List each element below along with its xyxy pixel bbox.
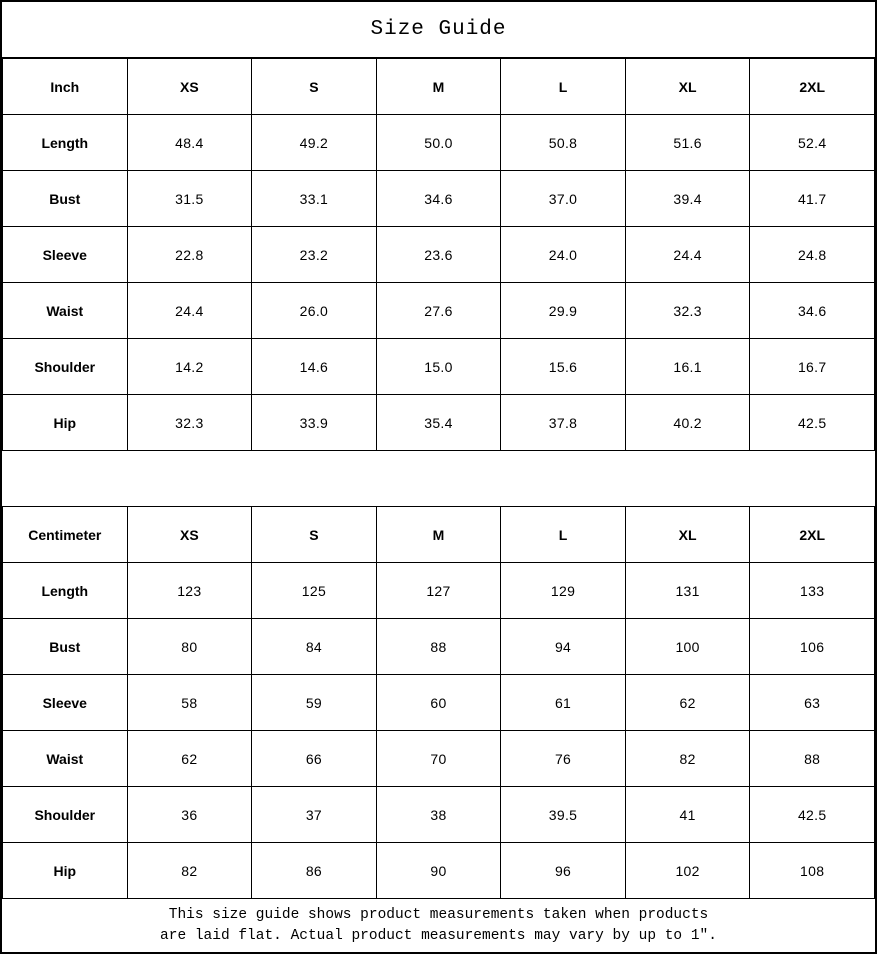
measurement-cell: 33.1	[252, 171, 377, 227]
size-header-row	[3, 507, 875, 563]
table-row	[3, 171, 875, 227]
measurement-cell: 36	[127, 787, 252, 843]
size-header-cell: M	[376, 507, 501, 563]
footnote-line-1: This size guide shows product measurements taken when products	[168, 907, 709, 924]
measurement-cell: 37	[252, 787, 377, 843]
measurement-cell: 123	[127, 563, 252, 619]
table-row	[3, 675, 875, 731]
measurement-cell: 50.8	[501, 115, 626, 171]
row-label-cell: Waist	[3, 731, 128, 787]
measurement-cell: 127	[376, 563, 501, 619]
row-label-cell: Waist	[3, 283, 128, 339]
measurement-cell: 29.9	[501, 283, 626, 339]
table-row	[3, 563, 875, 619]
table-row	[3, 115, 875, 171]
measurement-cell: 14.6	[252, 339, 377, 395]
table-row	[3, 787, 875, 843]
measurement-cell: 23.2	[252, 227, 377, 283]
inch-size-table	[2, 58, 875, 451]
size-guide-title: Size Guide	[2, 2, 875, 58]
table-row	[3, 731, 875, 787]
row-label-cell: Bust	[3, 171, 128, 227]
measurement-cell: 42.5	[750, 395, 875, 451]
measurement-cell: 37.0	[501, 171, 626, 227]
measurement-cell: 58	[127, 675, 252, 731]
unit-header-cell: Inch	[3, 59, 128, 115]
measurement-cell: 15.0	[376, 339, 501, 395]
measurement-cell: 125	[252, 563, 377, 619]
unit-header-cell: Centimeter	[3, 507, 128, 563]
row-label-cell: Length	[3, 563, 128, 619]
measurement-cell: 41	[625, 787, 750, 843]
size-header-cell: L	[501, 507, 626, 563]
measurement-cell: 70	[376, 731, 501, 787]
measurement-cell: 62	[127, 731, 252, 787]
measurement-cell: 39.5	[501, 787, 626, 843]
measurement-cell: 100	[625, 619, 750, 675]
table-row	[3, 619, 875, 675]
measurement-cell: 108	[750, 843, 875, 899]
measurement-cell: 14.2	[127, 339, 252, 395]
measurement-cell: 133	[750, 563, 875, 619]
measurement-cell: 82	[127, 843, 252, 899]
row-label-cell: Bust	[3, 619, 128, 675]
size-header-cell: XL	[625, 507, 750, 563]
measurement-cell: 84	[252, 619, 377, 675]
measurement-cell: 32.3	[127, 395, 252, 451]
size-header-cell: M	[376, 59, 501, 115]
table-row	[3, 395, 875, 451]
measurement-cell: 37.8	[501, 395, 626, 451]
row-label-cell: Length	[3, 115, 128, 171]
size-header-cell: XL	[625, 59, 750, 115]
row-label-cell: Hip	[3, 843, 128, 899]
measurement-cell: 42.5	[750, 787, 875, 843]
measurement-cell: 66	[252, 731, 377, 787]
measurement-cell: 33.9	[252, 395, 377, 451]
measurement-cell: 86	[252, 843, 377, 899]
measurement-cell: 24.8	[750, 227, 875, 283]
measurement-cell: 61	[501, 675, 626, 731]
measurement-cell: 24.0	[501, 227, 626, 283]
measurement-cell: 39.4	[625, 171, 750, 227]
centimeter-size-table	[2, 506, 875, 899]
table-row	[3, 339, 875, 395]
size-header-cell: S	[252, 507, 377, 563]
measurement-cell: 60	[376, 675, 501, 731]
measurement-cell: 31.5	[127, 171, 252, 227]
size-header-cell: 2XL	[750, 59, 875, 115]
table-row	[3, 843, 875, 899]
measurement-cell: 52.4	[750, 115, 875, 171]
measurement-cell: 49.2	[252, 115, 377, 171]
measurement-cell: 32.3	[625, 283, 750, 339]
measurement-cell: 62	[625, 675, 750, 731]
size-header-cell: XS	[127, 59, 252, 115]
measurement-cell: 106	[750, 619, 875, 675]
measurement-cell: 22.8	[127, 227, 252, 283]
size-header-cell: S	[252, 59, 377, 115]
measurement-cell: 16.1	[625, 339, 750, 395]
measurement-cell: 63	[750, 675, 875, 731]
measurement-cell: 131	[625, 563, 750, 619]
measurement-cell: 38	[376, 787, 501, 843]
measurement-cell: 90	[376, 843, 501, 899]
row-label-cell: Hip	[3, 395, 128, 451]
measurement-cell: 94	[501, 619, 626, 675]
measurement-cell: 50.0	[376, 115, 501, 171]
size-header-cell: XS	[127, 507, 252, 563]
measurement-cell: 82	[625, 731, 750, 787]
table-row	[3, 227, 875, 283]
measurement-cell: 59	[252, 675, 377, 731]
table-spacer	[2, 451, 875, 506]
measurement-cell: 24.4	[625, 227, 750, 283]
measurement-cell: 76	[501, 731, 626, 787]
row-label-cell: Sleeve	[3, 227, 128, 283]
footnote-line-2: are laid flat. Actual product measurements may vary by up to 1″.	[160, 927, 717, 944]
size-header-cell: 2XL	[750, 507, 875, 563]
row-label-cell: Shoulder	[3, 787, 128, 843]
measurement-cell: 23.6	[376, 227, 501, 283]
measurement-cell: 34.6	[376, 171, 501, 227]
measurement-cell: 80	[127, 619, 252, 675]
measurement-cell: 15.6	[501, 339, 626, 395]
footnote	[2, 899, 875, 952]
measurement-cell: 24.4	[127, 283, 252, 339]
measurement-cell: 34.6	[750, 283, 875, 339]
measurement-cell: 96	[501, 843, 626, 899]
measurement-cell: 102	[625, 843, 750, 899]
size-header-row	[3, 59, 875, 115]
measurement-cell: 35.4	[376, 395, 501, 451]
measurement-cell: 48.4	[127, 115, 252, 171]
measurement-cell: 27.6	[376, 283, 501, 339]
table-row	[3, 283, 875, 339]
measurement-cell: 26.0	[252, 283, 377, 339]
measurement-cell: 51.6	[625, 115, 750, 171]
measurement-cell: 129	[501, 563, 626, 619]
size-header-cell: L	[501, 59, 626, 115]
row-label-cell: Sleeve	[3, 675, 128, 731]
measurement-cell: 40.2	[625, 395, 750, 451]
measurement-cell: 41.7	[750, 171, 875, 227]
measurement-cell: 16.7	[750, 339, 875, 395]
measurement-cell: 88	[750, 731, 875, 787]
row-label-cell: Shoulder	[3, 339, 128, 395]
measurement-cell: 88	[376, 619, 501, 675]
